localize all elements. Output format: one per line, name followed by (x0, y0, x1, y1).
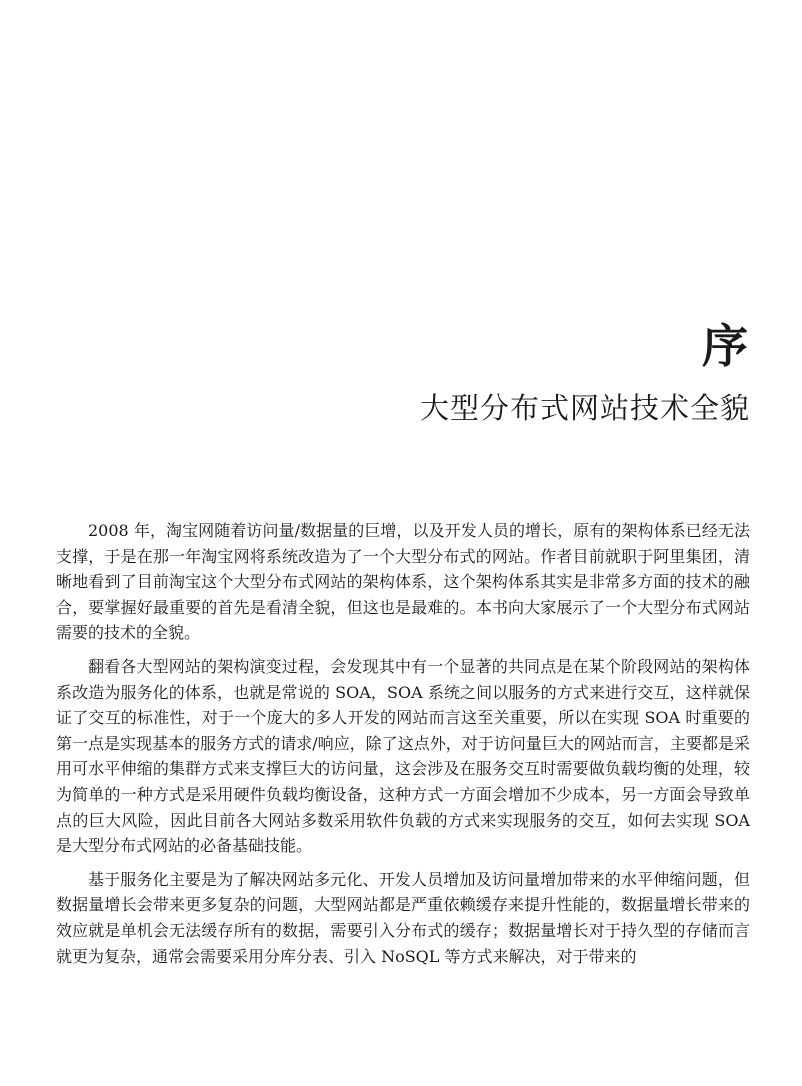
paragraph: 2008 年，淘宝网随着访问量/数据量的巨增，以及开发人员的增长，原有的架构体系已经无法支撑，于是在那一年淘宝网将系统改造为了一个大型分布式的网站。作者目前就职于阿里集团，清晰地看到了目前淘宝这个大型分布式网站的架构体系，这个架构体系其实是非常多方面的技术的融合，要掌握好最重要的首先是看清全貌，但这也是最难的。本书向大家展示了一个大型分布式网站需要的技术的全貌。 (56, 521, 750, 643)
paragraph: 翻看各大型网站的架构演变过程，会发现其中有一个显著的共同点是在某个阶段网站的架构体系改造为服务化的体系，也就是常说的 SOA，SOA 系统之间以服务的方式来进行交互，这样就保证了交互的标准性，对于一个庞大的多人开发的网站而言这至关重要，所以在实现 SOA 时重要的第一点是实现基本的服务方式的请求/响应，除了这点外，对于访问量巨大的网站而言，主要都是采用可水平伸缩的集群方式来支撑巨大的访问量，这会涉及在服务交互时需要做负载均衡的处理，较为简单的一种方式是采用硬件负载均衡设备，这种方式一方面会增加不少成本，另一方面会导致单点的巨大风险，因此目前各大网站多数采用软件负载的方式来实现服务的交互，如何去实现 SOA 是大型分布式网站的必备基础技能。 (56, 656, 750, 856)
paragraph: 基于服务化主要是为了解决网站多元化、开发人员增加及访问量增加带来的水平伸缩问题，但数据量增长会带来更多复杂的问题，大型网站都是严重依赖缓存来提升性能的，数据量增长带来的效应就是单机会无法缓存所有的数据，需要引入分布式的缓存；数据量增长对于持久型的存储而言就更为复杂，通常会需要采用分库分表、引入 NoSQL 等方式来解决，对于带来的 (56, 869, 750, 966)
chapter-subtitle: 大型分布式网站技术全貌 (419, 391, 750, 425)
chapter-heading (420, 318, 750, 428)
body-text (56, 518, 750, 977)
chapter-title: 序 (702, 319, 750, 373)
